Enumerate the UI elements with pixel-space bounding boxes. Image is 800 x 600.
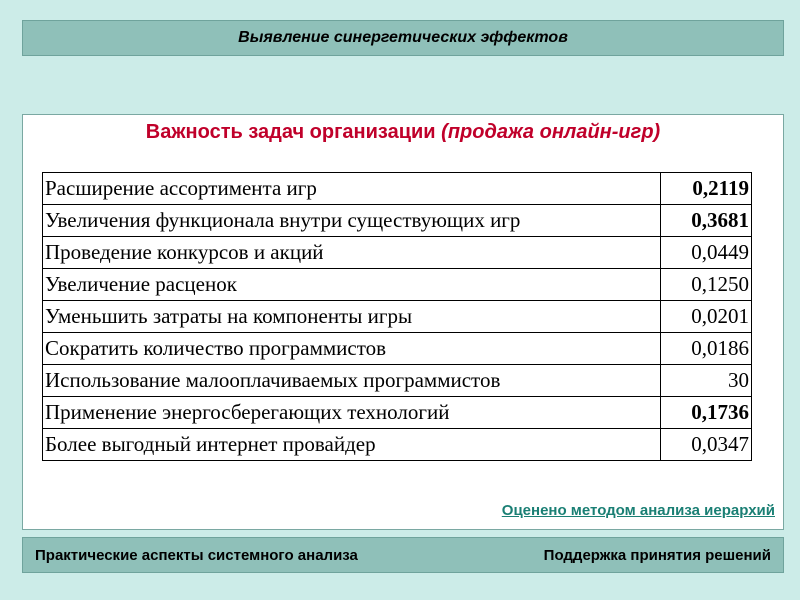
task-name-cell: Уменьшить затраты на компоненты игры xyxy=(43,301,661,333)
task-weight-cell: 30 xyxy=(661,365,752,397)
task-weight-cell: 0,0201 xyxy=(661,301,752,333)
task-name-cell: Использование малооплачиваемых программистов xyxy=(43,365,661,397)
task-name-cell: Сократить количество программистов xyxy=(43,333,661,365)
task-name-cell: Применение энергосберегающих технологий xyxy=(43,397,661,429)
table-row xyxy=(43,173,752,205)
table-row xyxy=(43,237,752,269)
table-row xyxy=(43,397,752,429)
task-weight-cell: 0,0449 xyxy=(661,237,752,269)
table-row xyxy=(43,333,752,365)
content-panel xyxy=(22,114,784,530)
task-weight-cell: 0,1250 xyxy=(661,269,752,301)
table-row xyxy=(43,429,752,461)
task-name-cell: Расширение ассортимента игр xyxy=(43,173,661,205)
page-title-main: Важность задач организации xyxy=(145,121,436,143)
task-weight-cell: 0,0186 xyxy=(661,333,752,365)
task-name-cell: Более выгодный интернет провайдер xyxy=(43,429,661,461)
header-title: Выявление синергетических эффектов xyxy=(238,29,568,46)
footer-right-link[interactable]: Поддержка принятия решений xyxy=(543,546,771,564)
footer-banner xyxy=(22,537,784,573)
footer-left-link[interactable]: Практические аспекты системного анализа xyxy=(35,546,358,564)
task-weight-cell: 0,0347 xyxy=(661,429,752,461)
page-title xyxy=(23,121,783,144)
task-name-cell: Увеличение расценок xyxy=(43,269,661,301)
method-link[interactable]: Оценено методом анализа иерархий xyxy=(501,502,775,519)
task-weight-cell: 0,2119 xyxy=(661,173,752,205)
table-row xyxy=(43,269,752,301)
task-weight-cell: 0,1736 xyxy=(661,397,752,429)
header-banner xyxy=(22,20,784,56)
table-row xyxy=(43,205,752,237)
table-row xyxy=(43,365,752,397)
page-title-subtitle: (продажа онлайн-игр) xyxy=(441,121,661,143)
tasks-table xyxy=(42,172,752,461)
task-name-cell: Увеличения функционала внутри существующих игр xyxy=(43,205,661,237)
task-weight-cell: 0,3681 xyxy=(661,205,752,237)
table-row xyxy=(43,301,752,333)
task-name-cell: Проведение конкурсов и акций xyxy=(43,237,661,269)
